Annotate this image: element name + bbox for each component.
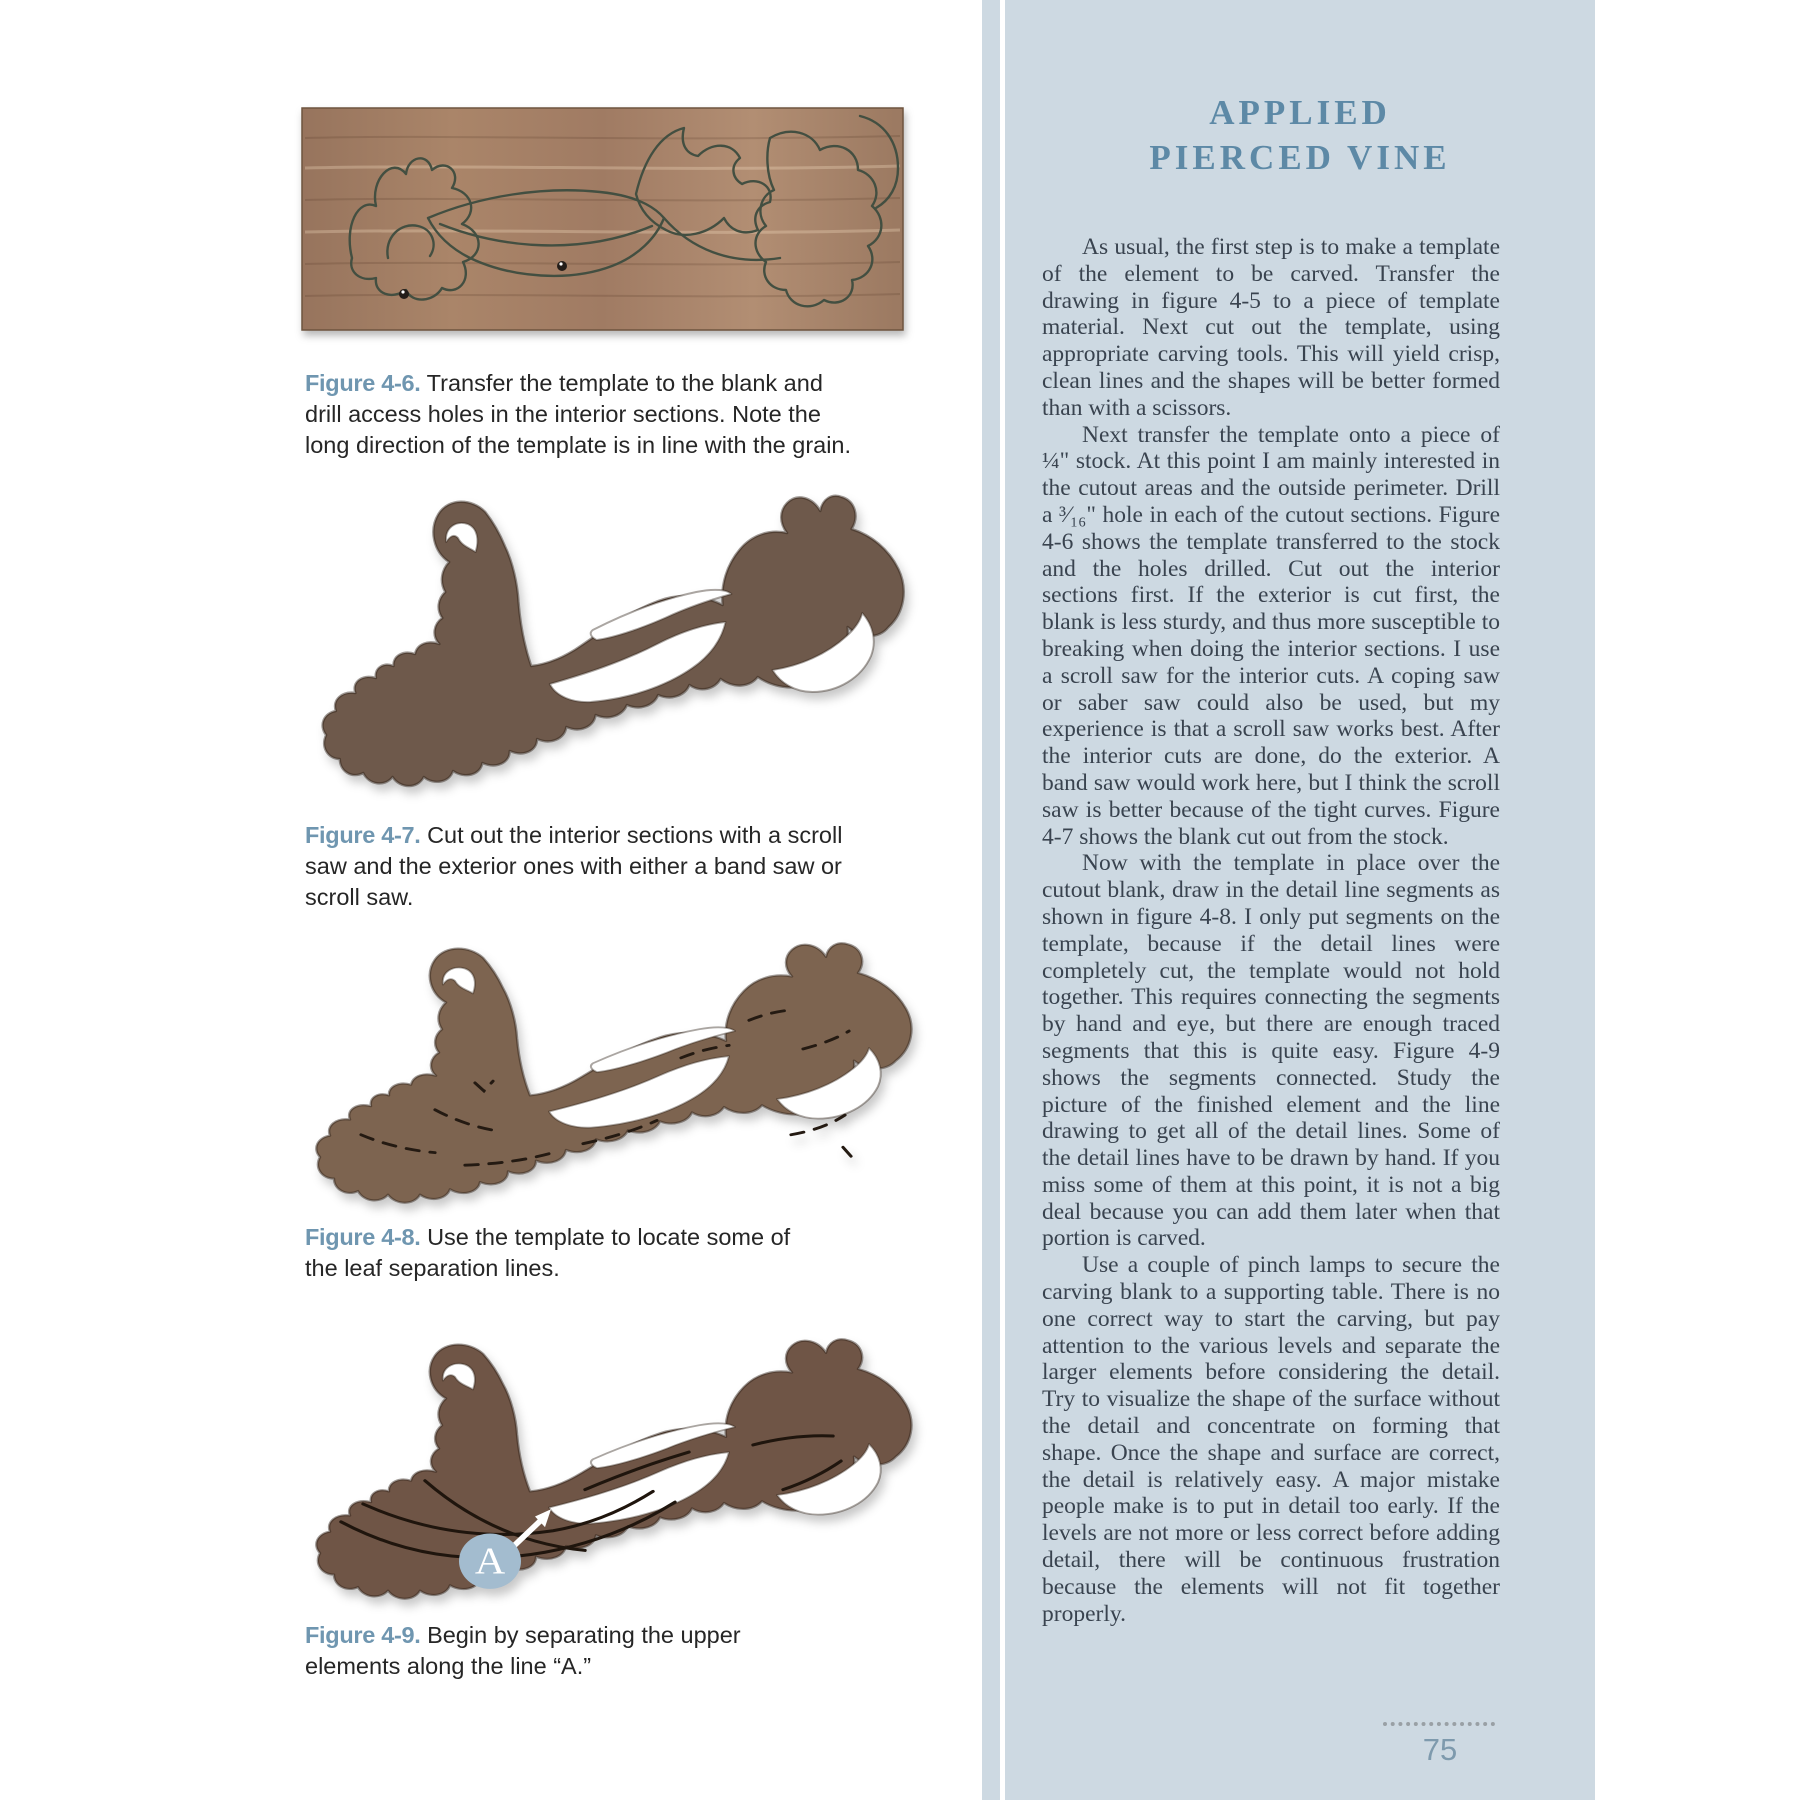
section-title-line1: APPLIED — [1209, 93, 1391, 132]
paragraph: Use a couple of pinch lamps to secure the carving blank to a supporting table. There is no one correct way to start the carving, but pay attention to the various levels and separate the larger elements before considering the detail. Try to visualize the shape of the surface without the detail and concentrate on forming that shape. Once the shape and surface are correct, the detail is relatively easy. A major mistake people make is to put in detail too early. If the levels are not more or less correct before adding detail, there will be continuous frustration because the elements will not fit together properly. — [1042, 1252, 1500, 1627]
figure-4-6-photo — [300, 98, 905, 333]
page-number: 75 — [1422, 1732, 1458, 1767]
page-accent-strip — [982, 0, 1000, 1800]
figure-caption-text: Use the template to locate some of the leaf separation lines. — [305, 1224, 791, 1281]
annotation-label: A — [474, 1540, 506, 1583]
section-title-line2: PIERCED VINE — [1149, 138, 1451, 177]
figure-4-9-photo — [283, 1318, 923, 1613]
figure-4-8-photo — [283, 922, 923, 1217]
footer-dotted-line — [1383, 1722, 1495, 1726]
figure-4-9-caption — [305, 1620, 825, 1682]
figure-label: Figure 4-8. — [305, 1224, 421, 1250]
figure-4-7-caption — [305, 820, 861, 913]
drill-hole — [557, 261, 567, 271]
paragraph: Now with the template in place over the cutout blank, draw in the detail line segments as shown in figure 4-8. I only put segments on the template, because if the detail lines were completely cut, the template would not hold together. This requires connecting the segments by hand and eye, but there are enough traced segments that this is quite easy. Figure 4-9 shows the segments connected. Study the picture of the finished element and the line drawing to get all of the detail lines. Some of the detail lines have to be drawn by hand. If you miss some of them at this point, it is not a big deal because you can add them later when that portion is carved. — [1042, 850, 1500, 1252]
figure-4-8-caption — [305, 1222, 825, 1284]
paragraph: Next transfer the template onto a piece of ¼" stock. At this point I am mainly interested in the cutout areas and the outside perimeter. Drill a ³⁄₁₆" hole in each of the cutout sections. Figure 4-6 shows the template transferred to the stock and the holes drilled. Cut out the interior sections first. If the exterior is cut first, the blank is less sturdy, and thus more susceptible to breaking when doing the interior sections. I use a scroll saw for the interior cuts. A coping saw or saber saw could also be used, but my experience is that a scroll saw works best. After the interior cuts are done, do the exterior. A band saw would work here, but I think the scroll saw is better because of the tight curves. Figure 4-7 shows the blank cut out from the stock. — [1042, 421, 1500, 850]
figure-label: Figure 4-6. — [305, 370, 421, 396]
figure-caption-text: Transfer the template to the blank and drill access holes in the interior sections. Note the long direction of the template is in line with the grain. — [305, 370, 852, 458]
article-body — [1042, 234, 1500, 1627]
figure-label: Figure 4-9. — [305, 1622, 421, 1648]
figure-caption-text: Cut out the interior sections with a scroll saw and the exterior ones with either a band saw or scroll saw. — [305, 822, 843, 910]
figure-caption-text: Begin by separating the upper elements along the line “A.” — [305, 1622, 741, 1679]
paragraph: As usual, the first step is to make a template of the element to be carved. Transfer the drawing in figure 4-5 to a piece of template material. Next cut out the template, using appropriate carving tools. This will yield crisp, clean lines and the shapes will be better formed than with a scissors. — [1042, 234, 1500, 421]
drill-hole — [399, 289, 409, 299]
figure-label: Figure 4-7. — [305, 822, 421, 848]
section-title — [1005, 90, 1595, 180]
figure-4-7-photo — [290, 472, 915, 802]
figure-4-6-caption — [305, 368, 861, 461]
